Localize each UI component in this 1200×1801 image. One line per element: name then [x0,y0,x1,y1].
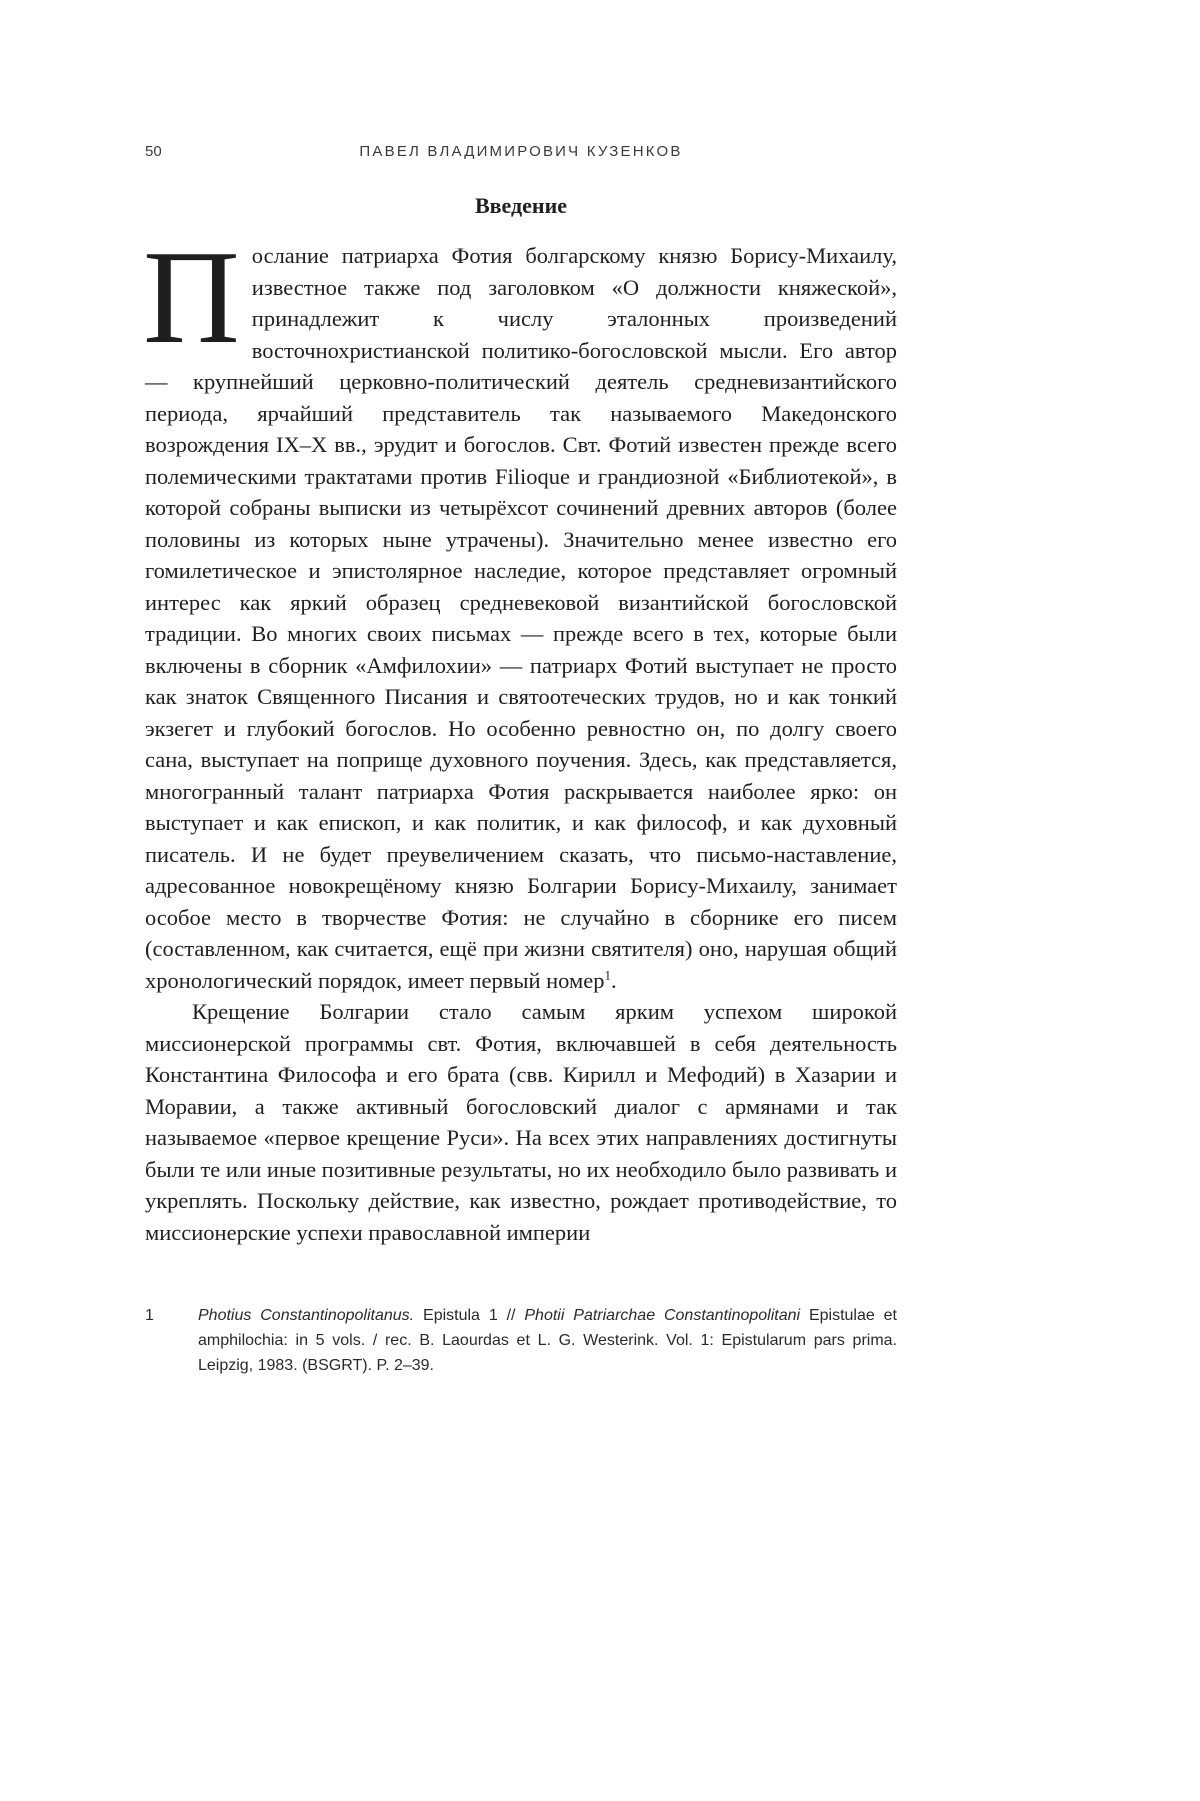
footnotes [145,1303,897,1378]
paragraph-1-end: . [610,967,617,993]
footnote-1 [145,1303,897,1378]
footnote-title: Photii Patriarchae Constantinopolitani [524,1307,801,1324]
body-text [143,223,897,1248]
footnote-author: Photius Constantinopolitanus. [198,1307,415,1324]
footnote-text-part1: Epistula 1 // [414,1307,525,1324]
footnote-text-part2: Epistulae et amphilochia: in 5 vols. / rec. B. Laourdas et L. G. Westerink. Vol. 1: Epistularum pars prima. Leipzig, 1983. (BSGRT). P. 2–39. [198,1307,898,1374]
drop-cap: П [143,223,240,371]
footnote-number: 1 [145,1307,154,1324]
paragraph-2: Крещение Болгарии стало самым ярким успехом широкой миссионерской программы свт. Фотия, включавшей в себя деятельность Константина Философа и его брата (свв. Кирилл и Мефодий) в Хазарии и Моравии, а также активный богословский диалог с армянами и так называемое «первое крещение Руси». На всех этих направлениях достигнуты были те или иные позитивные результаты, но их необходило было развивать и укреплять. Поскольку действие, как известно, рождает противодействие, то миссионерские успехи православной империи [145,999,897,1245]
paragraph-1-text: ослание патриарха Фотия болгарскому князю Борису-Михаилу, известное также под заголовком «О должности княжеской», принадлежит к числу эталонных произведений восточнохристианской политико-богословской мысли. Его автор — крупнейший церковно-политический деятель средневизантийского периода, ярчайший представитель так называемого Македонского возрождения IX–X вв., эрудит и богослов. Свт. Фотий известен прежде всего полемическими трактатами против Filioque и грандиозной «Библиотекой», в которой собраны выписки из четырёхсот сочинений древних авторов (более половины из которых ныне утрачены). Значительно менее известно его гомилетическое и эпистолярное наследие, которое представляет огромный интерес как яркий образец средневековой византийской богословской традиции. Во многих своих письмах — прежде всего в тех, которые были включены в сборник «Амфилохии» — патриарх Фотий выступает не просто как знаток Священного Писания и святоотеческих трудов, но и как тонкий экзегет и глубокий богослов. Но особенно ревностно он, по долгу своего сана, выступает на поприще духовного поучения. Здесь, как представляется, многогранный талант патриарха Фотия раскрывается наиболее ярко: он выступает и как епископ, и как политик, и как философ, и как духовный писатель. И не будет преувеличением сказать, что письмо-наставление, адресованное новокрещёному князю Болгарии Борису-Михаилу, занимает особое место в творчестве Фотия: не случайно в сборнике его писем (составленном, как считается, ещё при жизни святителя) оно, нарушая общий хронологический порядок, имеет первый номер [145,243,897,993]
footnote-reference[interactable]: 1 [604,967,611,982]
page-number: 50 [145,143,162,160]
running-title: ПАВЕЛ ВЛАДИМИРОВИЧ КУЗЕНКОВ [359,143,683,160]
running-head [145,143,897,167]
paragraph-1 [143,223,897,996]
section-heading: Введение [474,193,568,218]
